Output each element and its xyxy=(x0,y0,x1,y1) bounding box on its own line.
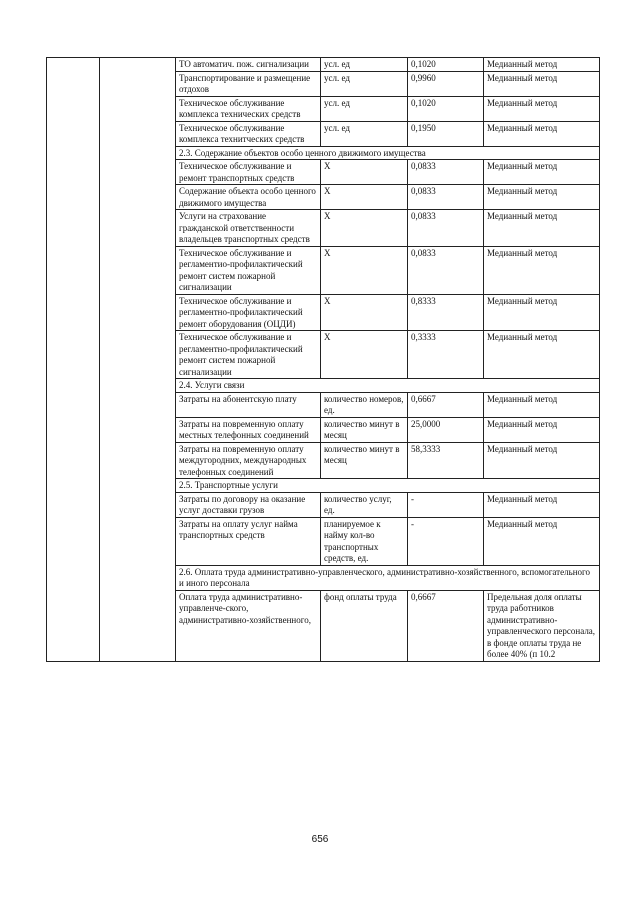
unit-cell: X xyxy=(321,246,408,294)
unit-cell: количество номеров, ед. xyxy=(321,392,408,417)
value-cell: 0,0833 xyxy=(408,246,484,294)
method-cell: Медианный метод xyxy=(484,442,600,479)
unit-cell: количество минут в месяц xyxy=(321,417,408,442)
cost-name-cell: Транспортирование и размещение отдохов xyxy=(176,71,321,96)
unit-cell: количество минут в месяц xyxy=(321,442,408,479)
value-cell: 25,0000 xyxy=(408,417,484,442)
method-cell: Медианный метод xyxy=(484,517,600,565)
cost-name-cell: Затраты на абонентскую плату xyxy=(176,392,321,417)
method-cell: Медианный метод xyxy=(484,331,600,379)
value-cell: 0,8333 xyxy=(408,294,484,331)
unit-cell: X xyxy=(321,160,408,185)
cost-name-cell: Техническое обслуживание и регламентно-профилактический ремонт оборудования (ОЦДИ) xyxy=(176,294,321,331)
cost-name-cell: Оплата труда административно-управленче-ского, административно-хозяйственного, xyxy=(176,590,321,661)
cost-name-cell: Техническое обслуживание и ремонт транспортных средств xyxy=(176,160,321,185)
method-cell: Медианный метод xyxy=(484,294,600,331)
value-cell: 0,1950 xyxy=(408,121,484,146)
cost-name-cell: Затраты на повременную оплату местных телефонных соединений xyxy=(176,417,321,442)
value-cell: 0,9960 xyxy=(408,71,484,96)
unit-cell: усл. ед xyxy=(321,58,408,72)
method-cell: Медианный метод xyxy=(484,96,600,121)
value-cell: 0,0833 xyxy=(408,185,484,210)
unit-cell: X xyxy=(321,185,408,210)
value-cell: - xyxy=(408,492,484,517)
value-cell: 58,3333 xyxy=(408,442,484,479)
unit-cell: усл. ед xyxy=(321,71,408,96)
table-row xyxy=(47,58,600,72)
data-table xyxy=(46,57,600,662)
unit-cell: количество услуг, ед. xyxy=(321,492,408,517)
unit-cell: X xyxy=(321,210,408,247)
method-cell: Предельная доля оплаты труда работников административно-управленческого персонала, в фонде оплаты труда не более 40% (п 10.2 xyxy=(484,590,600,661)
value-cell: 0,0833 xyxy=(408,160,484,185)
method-cell: Медианный метод xyxy=(484,210,600,247)
blank-column-1 xyxy=(47,58,100,662)
unit-cell: X xyxy=(321,294,408,331)
method-cell: Медианный метод xyxy=(484,121,600,146)
method-cell: Медианный метод xyxy=(484,185,600,210)
method-cell: Медианный метод xyxy=(484,58,600,72)
method-cell: Медианный метод xyxy=(484,71,600,96)
method-cell: Медианный метод xyxy=(484,492,600,517)
table-body xyxy=(47,58,600,662)
unit-cell: усл. ед xyxy=(321,96,408,121)
cost-name-cell: Содержание объекта особо ценного движимого имущества xyxy=(176,185,321,210)
cost-name-cell: Техническое обслуживание комплекса технитческих средств xyxy=(176,121,321,146)
cost-name-cell: ТО автоматич. пож. сигнализации xyxy=(176,58,321,72)
value-cell: 0,1020 xyxy=(408,58,484,72)
page-number: 656 xyxy=(311,834,329,845)
cost-name-cell: Техническое обслуживание и регламентно-профилактический ремонт систем пожарной сигнализации xyxy=(176,331,321,379)
value-cell: 0,1020 xyxy=(408,96,484,121)
value-cell: 0,3333 xyxy=(408,331,484,379)
cost-name-cell: Затраты на повременную оплату междугородних, международных телефонных соединений xyxy=(176,442,321,479)
value-cell: 0,6667 xyxy=(408,392,484,417)
section-heading: 2.5. Транспортные услуги xyxy=(176,479,600,493)
section-heading: 2.3. Содержание объектов особо ценного движимого имущества xyxy=(176,146,600,160)
value-cell: 0,0833 xyxy=(408,210,484,247)
cost-name-cell: Техническое обслуживание комплекса технических средств xyxy=(176,96,321,121)
section-heading: 2.4. Услуги связи xyxy=(176,379,600,393)
cost-name-cell: Затраты на оплату услуг найма транспортных средств xyxy=(176,517,321,565)
method-cell: Медианный метод xyxy=(484,392,600,417)
method-cell: Медианный метод xyxy=(484,246,600,294)
unit-cell: X xyxy=(321,331,408,379)
section-heading: 2.6. Оплата труда административно-управленческого, административно-хозяйственного, вспомогательного и иного персонала xyxy=(176,565,600,590)
cost-name-cell: Затраты по договору на оказание услуг доставки грузов xyxy=(176,492,321,517)
method-cell: Медианный метод xyxy=(484,160,600,185)
blank-column-2 xyxy=(100,58,176,662)
value-cell: - xyxy=(408,517,484,565)
cost-name-cell: Техническое обслуживание и регламентио-профилактический ремонт систем пожарной сигнализации xyxy=(176,246,321,294)
unit-cell: планируемое к найму кол-во транспортных средств, ед. xyxy=(321,517,408,565)
method-cell: Медианный метод xyxy=(484,417,600,442)
unit-cell: усл. ед xyxy=(321,121,408,146)
unit-cell: фонд оплаты труда xyxy=(321,590,408,661)
value-cell: 0,6667 xyxy=(408,590,484,661)
cost-name-cell: Услуги на страхование гражданской ответственности владельцев транспортных средств xyxy=(176,210,321,247)
